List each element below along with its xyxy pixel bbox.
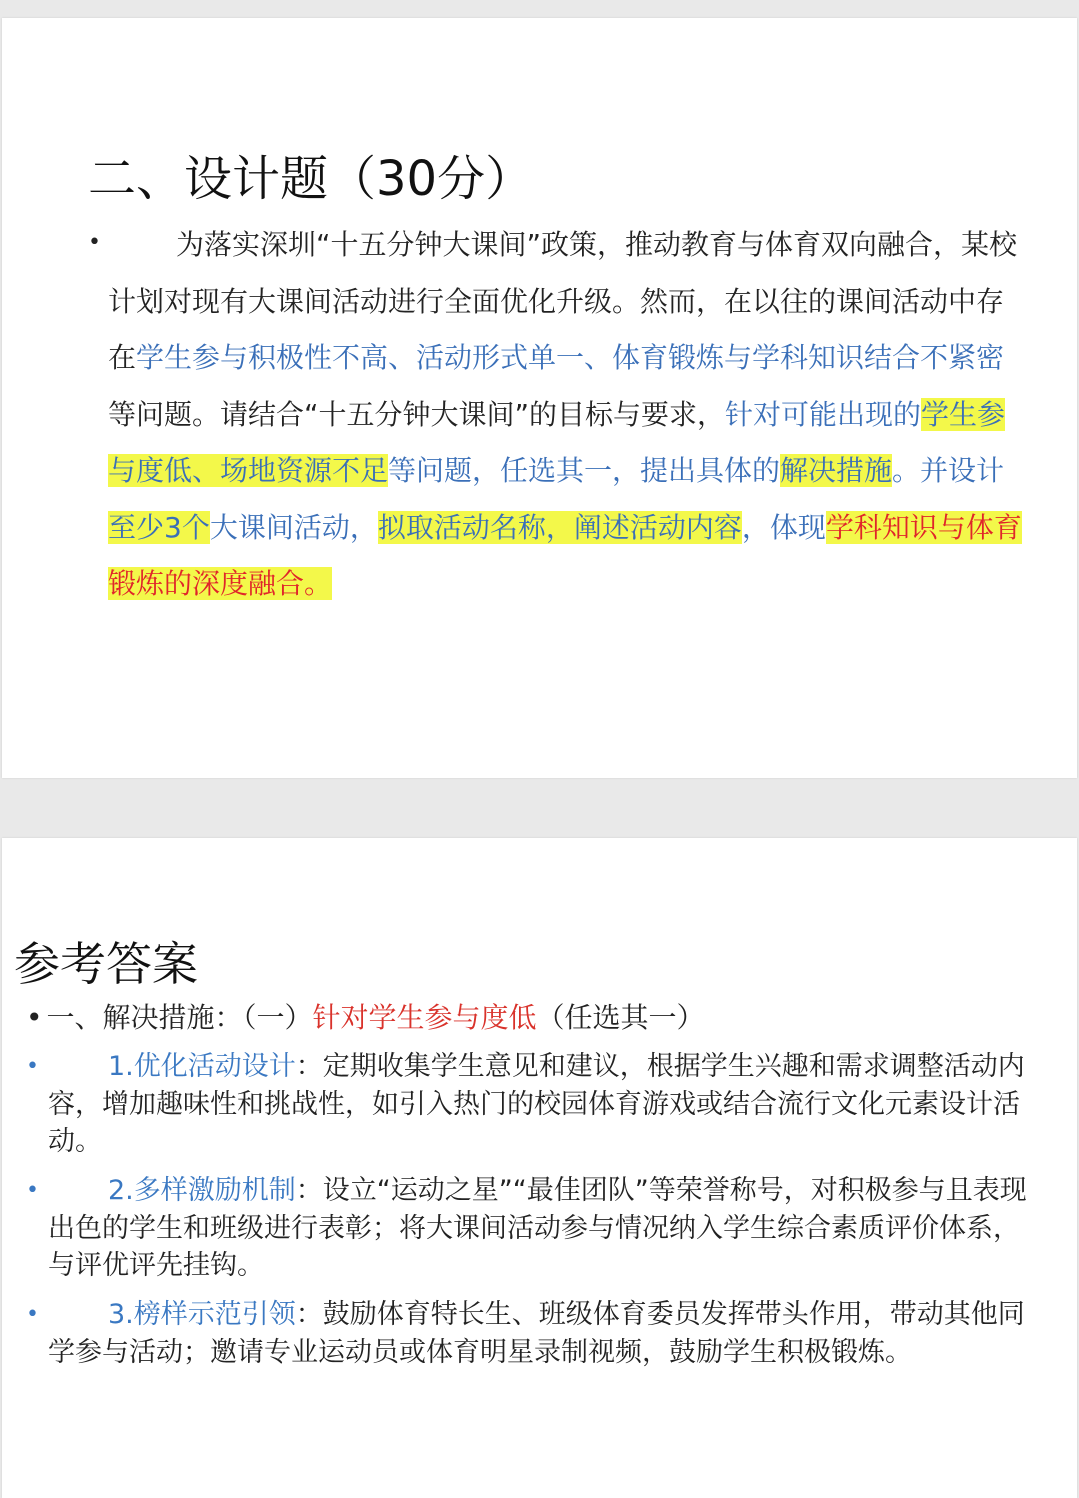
answer-item-label: 2.多样激励机制 — [108, 1175, 296, 1206]
bullet-point: • — [26, 1178, 39, 1203]
answer-item-text — [48, 1172, 1038, 1285]
question-text: 等问题。请结合“十五分钟大课间”的目标与要求， — [108, 397, 726, 431]
bullet-point: • — [88, 230, 101, 255]
answer-title: 参考答案 — [14, 937, 198, 991]
problem-list-blue: 学生参与积极性不高、活动形式单一、体育锻炼与学科知识结合不紧密 — [136, 341, 1005, 374]
requirement-blue: 针对可能出现的 — [725, 397, 922, 431]
question-slide — [2, 18, 1077, 778]
subheading-text: 一、解决措施：（一） — [46, 1001, 313, 1034]
highlight-activity-name: 拟取活动名称，阐述活动内容 — [377, 510, 742, 544]
highlight-issues: 学生参与度低、场地资源不足 — [108, 397, 1006, 487]
highlight-measures: 解决措施 — [780, 454, 893, 487]
answer-item-text — [48, 1048, 1038, 1161]
highlight-count: 至少3个 — [108, 510, 210, 544]
question-title: 二、设计题（30分） — [88, 151, 534, 207]
bullet-point: • — [26, 1302, 39, 1327]
bullet-point: • — [26, 1054, 39, 1079]
highlight-integration: 学科知识与体育锻炼的深度融合。 — [108, 510, 1022, 600]
answer-item-label: 1.优化活动设计 — [108, 1051, 296, 1082]
answer-item-body: ：鼓励体育特长生、班级体育委员发挥带头作用，带动其他同学参与活动；邀请专业运动员或体育明星录制视频，鼓励学生积极锻炼。 — [48, 1299, 1025, 1368]
answer-item-text — [48, 1296, 1038, 1371]
requirement-blue: 等问题，任选其一，提出具体的 — [388, 454, 781, 487]
requirement-blue: 。并设计 — [892, 454, 1005, 487]
answer-slide — [2, 838, 1077, 1498]
subheading-text: （任选其一） — [536, 1001, 705, 1034]
answer-item-label: 3.榜样示范引领 — [108, 1299, 296, 1330]
answer-subheading — [26, 998, 705, 1038]
answer-item-body: ：设立“运动之星”“最佳团队”等荣誉称号，对积极参与且表现出色的学生和班级进行表彰；将大课间活动参与情况纳入学生综合素质评价体系，与评优评先挂钩。 — [48, 1175, 1027, 1281]
question-text: 为落实深圳“十五分钟大课间”政策，推动教育与体育双向融合，某校计划对现有大课间活动进行全面优化升级。然而，在以往的课间活动中存在 — [108, 228, 1018, 374]
answer-item-body: ：定期收集学生意见和建议，根据学生兴趣和需求调整活动内容，增加趣味性和挑战性，如引入热门的校园体育游戏或结合流行文化元素设计活动。 — [48, 1051, 1025, 1157]
requirement-blue: 大课间活动， — [209, 510, 378, 544]
question-paragraph — [108, 217, 1028, 613]
subheading-red: 针对学生参与度低 — [312, 1001, 537, 1034]
bullet-point: • — [26, 1001, 43, 1034]
requirement-blue: ，体现 — [741, 510, 826, 544]
